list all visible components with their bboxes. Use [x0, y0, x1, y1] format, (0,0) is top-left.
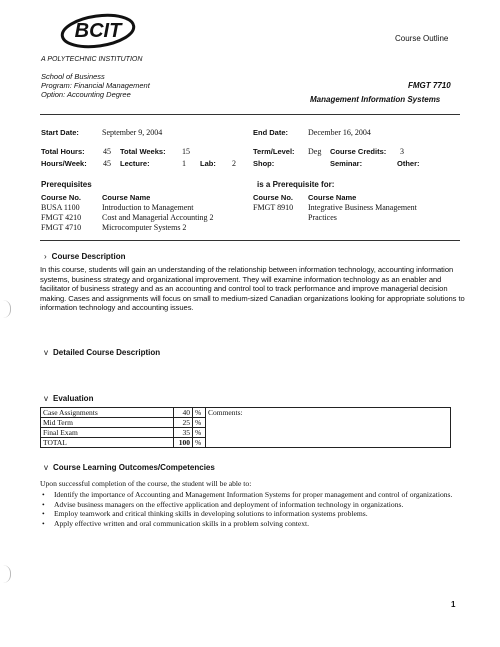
prereq-no: FMGT 4210	[41, 213, 82, 222]
outcomes-intro: Upon successful completion of the course, the student will be able to:	[40, 479, 252, 488]
eval-unit: %	[193, 408, 206, 418]
term-label: Term/Level:	[253, 147, 295, 156]
tagline: A POLYTECHNIC INSTITUTION	[41, 56, 143, 63]
eval-value: 25	[174, 418, 193, 428]
eval-value: 100	[174, 438, 193, 448]
outcomes-list	[40, 490, 470, 528]
eval-unit: %	[193, 428, 206, 438]
credits: 3	[400, 147, 404, 156]
prereq-for-name-cont: Practices	[308, 213, 337, 222]
program: Program: Financial Management	[41, 81, 150, 90]
prereq-no: FMGT 4710	[41, 223, 82, 232]
prereq-name: Microcomputer Systems 2	[102, 223, 187, 232]
prereq-title: Prerequisites	[41, 180, 92, 189]
total-weeks-label: Total Weeks:	[120, 147, 166, 156]
eval-unit: %	[193, 418, 206, 428]
section-bullet-icon: v	[44, 394, 48, 403]
lecture-label: Lecture:	[120, 159, 150, 168]
course-code: FMGT 7710	[408, 81, 451, 90]
prereq-for-no: FMGT 8910	[253, 203, 294, 212]
eval-item: Final Exam	[41, 428, 174, 438]
eval-unit: %	[193, 438, 206, 448]
course-description-heading: › Course Description	[44, 252, 126, 261]
punch-hole-mark	[2, 300, 11, 318]
eval-item: TOTAL	[41, 438, 174, 448]
list-item: • Advise business managers on the effective application and deployment of information technology in organizations.	[50, 500, 470, 510]
list-item: • Identify the importance of Accounting and Management Information Systems for proper management and control of organizations.	[50, 490, 470, 500]
seminar-label: Seminar:	[330, 159, 363, 168]
eval-value: 35	[174, 428, 193, 438]
punch-hole-mark	[2, 565, 11, 583]
evaluation-table	[40, 407, 451, 448]
prereq-name: Cost and Managerial Accounting 2	[102, 213, 214, 222]
school: School of Business	[41, 72, 105, 81]
section-bullet-icon: ›	[44, 252, 47, 261]
lab-label: Lab:	[200, 159, 216, 168]
section-bullet-icon: v	[44, 463, 48, 472]
prereq-for-col-name: Course Name	[308, 193, 357, 202]
table-row	[41, 408, 451, 418]
logo-text: BCIT	[74, 20, 122, 42]
course-title: Management Information Systems	[310, 95, 441, 104]
prereq-name: Introduction to Management	[102, 203, 194, 212]
detailed-description-heading: v Detailed Course Description	[44, 348, 161, 357]
list-item: • Apply effective written and oral communication skills in a problem solving context.	[50, 519, 470, 529]
outcomes-heading: v Course Learning Outcomes/Competencies	[44, 463, 215, 472]
course-description-text: In this course, students will gain an understanding of the relationship between information technology, accounting information systems, business strategy and organizational improvement. They will examine information technology as an enabler and facilitator of business strategy and as an accounting and control tool to track performance and improve managerial decision making. Cases and assignments will focus on small to medium-sized Canadian organizations looking for appropriate solutions to information technology and accounting issues.	[40, 265, 465, 313]
prereq-col-no: Course No.	[41, 193, 82, 202]
eval-value: 40	[174, 408, 193, 418]
evaluation-heading: v Evaluation	[44, 394, 94, 403]
eval-item: Case Assignments	[41, 408, 174, 418]
total-hours: 45	[103, 147, 111, 156]
start-date-label: Start Date:	[41, 128, 79, 137]
start-date: September 9, 2004	[102, 128, 163, 137]
hours-week: 45	[103, 159, 111, 168]
shop-label: Shop:	[253, 159, 275, 168]
doc-type: Course Outline	[395, 34, 449, 43]
term: Deg	[308, 147, 322, 156]
total-hours-label: Total Hours:	[41, 147, 85, 156]
hours-week-label: Hours/Week:	[41, 159, 87, 168]
eval-item: Mid Term	[41, 418, 174, 428]
other-label: Other:	[397, 159, 420, 168]
prereq-col-name: Course Name	[102, 193, 151, 202]
page-number: 1	[451, 600, 456, 609]
prereq-no: BUSA 1100	[41, 203, 80, 212]
divider	[40, 114, 460, 115]
prereq-for-name: Integrative Business Management	[308, 203, 417, 212]
total-weeks: 15	[182, 147, 190, 156]
lecture: 1	[182, 159, 186, 168]
eval-comments: Comments:	[206, 408, 451, 448]
bcit-logo	[60, 12, 140, 50]
credits-label: Course Credits:	[330, 147, 387, 156]
end-date: December 16, 2004	[308, 128, 371, 137]
option: Option: Accounting Degree	[41, 90, 131, 99]
prereq-for-col-no: Course No.	[253, 193, 294, 202]
list-item: • Employ teamwork and critical thinking skills in developing solutions to information systems problems.	[50, 509, 470, 519]
end-date-label: End Date:	[253, 128, 289, 137]
section-bullet-icon: v	[44, 348, 48, 357]
prereq-for-title: is a Prerequisite for:	[257, 180, 335, 189]
lab: 2	[232, 159, 236, 168]
divider	[40, 240, 460, 241]
